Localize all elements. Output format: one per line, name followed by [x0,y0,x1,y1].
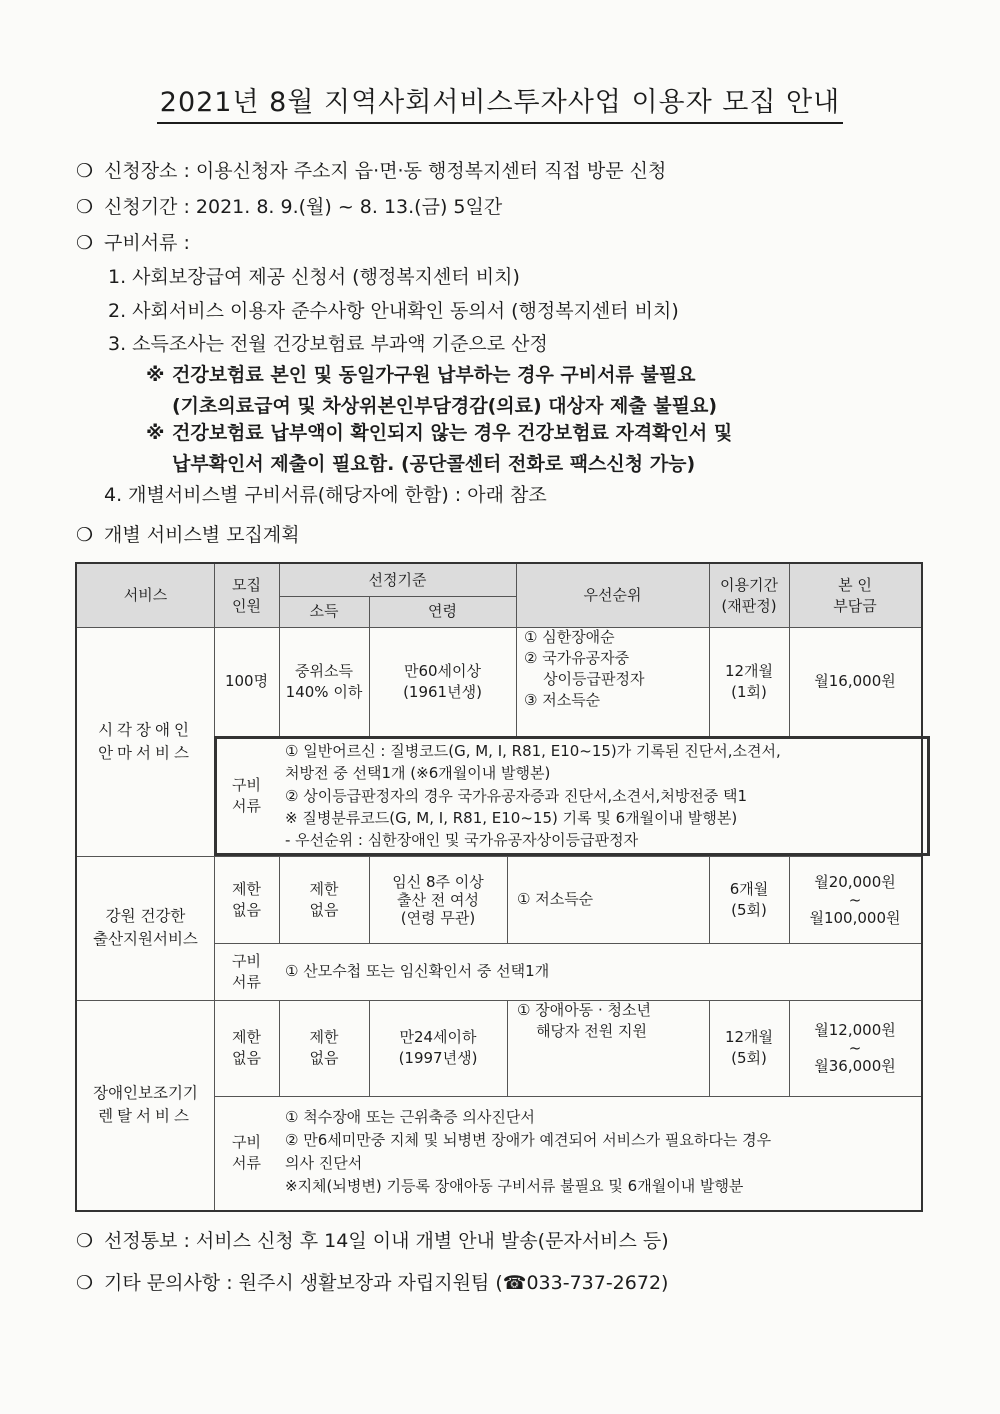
copay-birth: 월20,000원 ~ 월100,000원 [809,872,901,927]
service-birth: 강원 건강한 출산지원서비스 [93,907,198,948]
apply-period: ❍ 신청기간 : 2021. 8. 9.(월) ~ 8. 13.(금) 5일간 [76,196,503,218]
bullet-icon: ❍ [76,232,94,254]
docs-label-rental: 구비 서류 [232,1133,261,1172]
header-age: 연령 [428,602,457,620]
plan-heading: ❍ 개별 서비스별 모집계획 [76,524,300,546]
contact-info: ❍ 기타 문의사항 : 원주시 생활보장과 자립지원팀 (☎033-737-2672) [76,1272,669,1294]
header-quota: 모집 인원 [232,575,261,615]
bullet-icon: ❍ [76,1230,94,1252]
docs-massage: ① 일반어르신 : 질병코드(G, M, I, R81, E10~15)가 기록된 진단서,소견서, 처방전 중 선택1개 (※6개월이내 발행본) ② 상이등급판정자의 경우 국가유공자증과 진단서,소견서,처방전중 택1 ※ 질병분류코드(G, M, I, R81, E10~15) 기록 및 6개월이내 발행본) - 우선순위 : 심한장애인 및 국가유공자상이등급판정자 [285,742,781,849]
quota-rental: 제한 없음 [232,1028,261,1067]
priority-massage: ① 심한장애순 ② 국가유공자중 상이등급판정자 ③ 저소득순 [524,628,645,709]
doc-item-4: 4. 개별서비스별 구비서류(해당자에 한함) : 아래 참조 [104,484,547,506]
service-massage: 시각장애인 안마서비스 [98,720,193,762]
header-copay: 본 인 부담금 [833,575,877,615]
period-massage: 12개월 (1회) [724,661,774,701]
docs-label-massage: 구비 서류 [232,776,261,815]
bullet-icon: ❍ [76,524,94,546]
quota-massage: 100명 [224,672,269,690]
note-mark: ※ [146,364,165,386]
quota-birth: 제한 없음 [232,879,261,919]
header-period: 이용기간 (재판정) [720,575,778,615]
docs-label-birth: 구비 서류 [232,951,261,991]
page-title: 2021년 8월 지역사회서비스투자사업 이용자 모집 안내 [0,80,1000,119]
copay-rental: 월12,000원 ~ 월36,000원 [814,1021,896,1075]
age-birth: 임신 8주 이상 출산 전 여성 (연령 무관) [392,872,484,927]
income-massage: 중위소득 140% 이하 [285,661,363,701]
doc-item: 3. 소득조사는 전월 건강보험료 부과액 기준으로 산정 [108,333,548,355]
copay-massage: 월16,000원 [814,672,896,690]
priority-rental: ① 장애아동 · 청소년 해당자 전원 지원 [517,1001,651,1040]
income-rental: 제한 없음 [309,1028,339,1067]
bullet-icon: ❍ [76,196,94,218]
service-rental: 장애인보조기기 렌탈서비스 [93,1084,198,1125]
docs-rental: ① 척수장애 또는 근위축증 의사진단서 ② 만6세미만중 지체 및 뇌병변 장애가 예견되어 서비스가 필요하다는 경우 의사 진단서 ※지체(뇌병변) 기등록 장애아동 구비서류 불필요 및 6개월이내 발행분 [285,1108,772,1195]
header-income: 소득 [309,602,339,620]
docs-birth: ① 산모수첩 또는 임신확인서 중 선택1개 [285,962,550,980]
age-rental: 만24세이하 (1997년생) [398,1028,478,1067]
header-criteria: 선정기준 [368,570,427,589]
income-birth: 제한 없음 [309,879,339,919]
note-mark: ※ [146,422,165,444]
required-docs-heading: ❍ 구비서류 : [76,232,190,254]
priority-birth: ① 저소득순 [517,890,594,908]
bullet-icon: ❍ [76,160,94,182]
header-service: 서비스 [123,586,168,604]
selection-notice: ❍ 선정통보 : 서비스 신청 후 14일 이내 개별 안내 발송(문자서비스 등) [76,1230,669,1252]
age-massage: 만60세이상 (1961년생) [403,661,482,701]
period-birth: 6개월 (5회) [729,879,769,919]
doc-item: 1. 사회보장급여 제공 신청서 (행정복지센터 비치) [108,266,520,288]
header-priority: 우선순위 [583,586,642,604]
apply-place: ❍ 신청장소 : 이용신청자 주소지 읍·면·동 행정복지센터 직접 방문 신청 [76,160,667,182]
doc-item: 2. 사회서비스 이용자 준수사항 안내확인 동의서 (행정복지센터 비치) [108,300,679,322]
period-rental: 12개월 (5회) [724,1028,774,1067]
bullet-icon: ❍ [76,1272,94,1294]
